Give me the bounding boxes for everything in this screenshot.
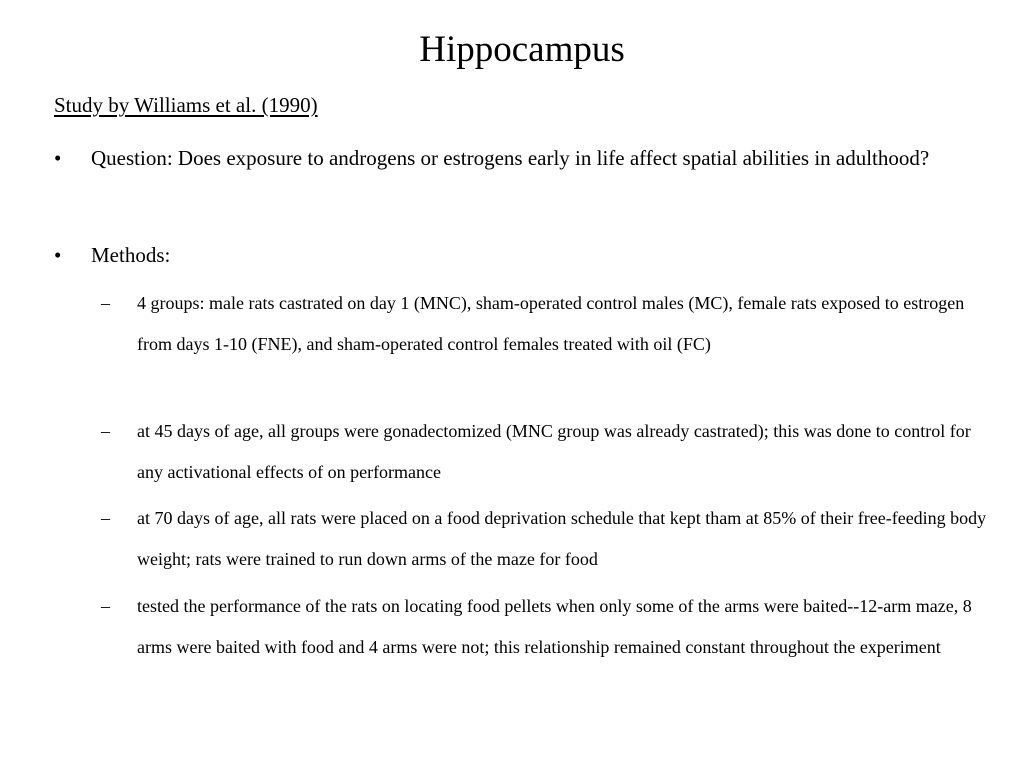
sub-bullet-marker: –	[101, 421, 110, 441]
sub-bullet-groups-text: 4 groups: male rats castrated on day 1 (MNC), sham-operated control males (MC), female rats exposed to estrogen from days 1-10 (FNE), and sham-operated control females treated with oil (FC)	[137, 293, 965, 354]
bullet-question-text: Question: Does exposure to androgens or estrogens early in life affect spatial abilities in adulthood?	[91, 146, 930, 170]
sub-bullet-gonadectomy-text: at 45 days of age, all groups were gonadectomized (MNC group was already castrated); this was done to control for any activational effects of on performance	[137, 421, 971, 482]
bullet-marker: •	[54, 243, 62, 267]
slide-title: Hippocampus	[419, 29, 625, 70]
bullet-marker: •	[54, 146, 62, 170]
sub-bullet-marker: –	[101, 508, 110, 528]
study-heading: Study by Williams et al. (1990)	[54, 93, 318, 117]
sub-bullet-marker: –	[101, 596, 110, 616]
bullet-methods-text: Methods:	[91, 243, 171, 267]
sub-bullet-marker: –	[101, 293, 110, 313]
sub-bullet-maze-test-text: tested the performance of the rats on locating food pellets when only some of the arms were baited--12-arm maze, 8 arms were baited with food and 4 arms were not; this relationship remained constant throughout the experiment	[137, 596, 972, 657]
sub-bullet-deprivation-text: at 70 days of age, all rats were placed on a food deprivation schedule that kept tham at 85% of their free-feeding body weight; rats were trained to run down arms of the maze for food	[137, 508, 987, 569]
